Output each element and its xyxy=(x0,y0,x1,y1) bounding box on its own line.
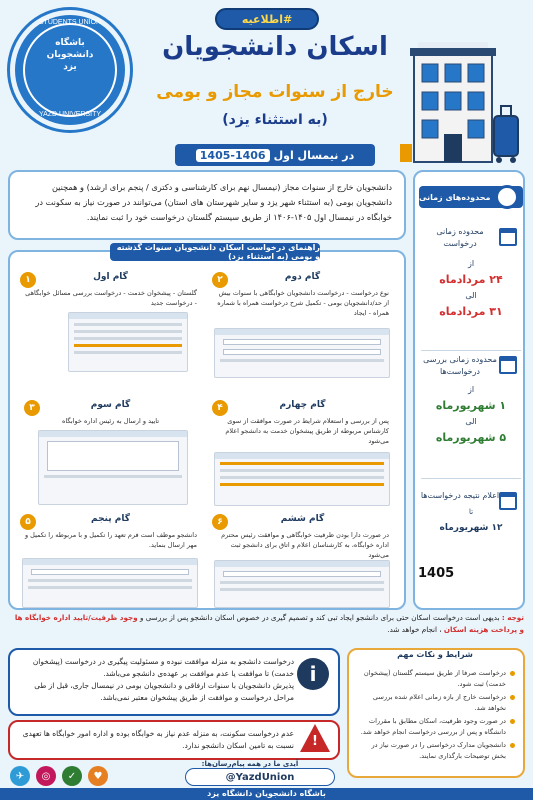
instagram-icon[interactable]: ◎ xyxy=(36,766,56,786)
step-4-number: ۴ xyxy=(212,400,228,416)
step-2-desc: نوع درخواست - درخواست دانشجویان خوابگاهی با سنوات بیش از حد/دانشجویان بومی - تکمیل شرح درخواست همراه با شماره همراه - ایجاد xyxy=(217,289,389,317)
semester-label: در نیمسال اول xyxy=(273,148,355,162)
important-notes-title: شرایط و نکات مهم xyxy=(397,650,473,659)
info-text-1: درخواست دانشجو به منزله موافقت نبوده و مسئولیت پیگیری در درخواست (پیشخوان خدمت) تا موافقت یا عدم موافقت بر عهده‌ی دانشجو می‌باشد. xyxy=(32,657,294,678)
logo-top-arc: STUDENTS UNION xyxy=(38,19,102,26)
step-3 xyxy=(18,400,203,505)
step-6-desc: در صورت دارا بودن ظرفیت خوابگاهی و موافقت رئیس محترم اداره خوابگاه، به کارشناسان اعلام و اتاق برای دانشجو ثبت می‌شود xyxy=(221,531,389,559)
announcement-badge: #اطلاعیه xyxy=(215,8,319,30)
info-box xyxy=(8,648,340,716)
step-4-desc: پس از بررسی و استعلام شرایط در صورت موافقت از سوی کارشناس مربوطه از طریق پیشخوان خدمت به دانشجو اعلام می‌شود xyxy=(225,417,389,445)
step-6 xyxy=(210,514,395,619)
footer-bar: باشگاه دانشجویان دانشگاه یزد xyxy=(0,788,533,800)
semester-year: 1405-1406 xyxy=(196,149,270,162)
semester-banner xyxy=(175,144,375,166)
step-3-screenshot xyxy=(38,430,188,505)
list-item: درخواست خارج از بازه زمانی اعلام شده بررسی نخواهد شد. xyxy=(355,692,515,714)
step-6-title: گام ششم xyxy=(280,514,325,524)
step-4-screenshot xyxy=(214,452,390,506)
request-period: محدوده زمانی درخواست از ۲۴ مردادماه الی ۳۱ مردادماه xyxy=(419,226,523,322)
step-5-desc: دانشجو موظف است فرم تعهد را تکمیل و با مربوطه را تکمیل و مهر ارسال بنماید. xyxy=(24,531,197,549)
follow-label: آیدی ما در همه پیام‌رسان‌ها: xyxy=(201,760,299,768)
result-announcement: اعلام نتیجه درخواست‌ها تا ۱۲ شهریورماه xyxy=(419,490,523,538)
step-3-number: ۳ xyxy=(24,400,40,416)
info-icon: i xyxy=(297,658,329,690)
step-6-screenshot xyxy=(214,560,390,608)
step-3-desc: تایید و ارسال به رئیس اداره خوابگاه xyxy=(61,417,160,425)
result-date: ۱۲ شهریورماه xyxy=(439,523,503,533)
list-item: درخواست صرفا از طریق سیستم گلستان (پیشخوان خدمت) ثبت شود. xyxy=(355,668,515,690)
step-2 xyxy=(210,272,395,377)
request-start-date: ۲۴ مردادماه xyxy=(439,273,503,286)
time-ranges-panel xyxy=(413,170,525,610)
warning-mark: ! xyxy=(312,734,318,749)
page-subtitle: خارج از سنوات مجاز و بومی xyxy=(156,82,394,102)
logo-bottom-arc: YAZD UNIVERSITY xyxy=(38,111,102,118)
important-notes xyxy=(347,648,525,778)
step-5 xyxy=(18,514,203,619)
request-guide xyxy=(8,243,406,610)
step-1-desc: گلستان - پیشخوان خدمت - درخواست بررسی مسائل خوابگاهی - درخواست جدید xyxy=(25,289,197,307)
time-ranges-title: محدوده‌های زمانی xyxy=(419,186,523,208)
logo-name: باشگاه دانشجویان یزد xyxy=(46,38,94,72)
warning-box: عدم درخواست سکونت، به منزله عدم نیاز به خوابگاه بوده و اداره امور خوابگاه ها تعهدی نسبت به تامین اسکان دانشجو ندارد. xyxy=(8,720,340,760)
review-end-date: ۵ شهریورماه xyxy=(435,431,507,444)
step-1 xyxy=(18,272,203,377)
eitaa-icon[interactable]: ♥ xyxy=(88,766,108,786)
review-start-date: ۱ شهریورماه xyxy=(435,399,507,412)
step-4 xyxy=(210,400,395,505)
list-item: در صورت وجود ظرفیت، اسکان مطابق با مقررات دانشگاه و پس از بررسی درخواست انجام خواهد شد. xyxy=(355,716,515,738)
step-1-number: ۱ xyxy=(20,272,36,288)
students-union-logo xyxy=(10,10,130,130)
page-title: اسکان دانشجویان xyxy=(162,32,388,62)
social-handle[interactable]: @YazdUnion xyxy=(185,768,335,786)
result-year: 1405 xyxy=(418,566,455,581)
step-2-title: گام دوم xyxy=(284,272,321,282)
request-end-date: ۳۱ مردادماه xyxy=(439,305,503,318)
step-1-title: گام اول xyxy=(93,272,128,282)
info-text-2: پذیرش دانشجویان با سنوات ارفاقی و دانشجویان بومی در نیمسال جاری، قبل از طی مراحل درخواست و موافقت از طریق پیشخوان معتبر نمی‌باشد. xyxy=(34,681,294,702)
page-subtitle-note: (به استثناء یزد) xyxy=(222,112,328,128)
step-2-number: ۲ xyxy=(212,272,228,288)
review-period: محدوده زمانی بررسی درخواست‌ها از ۱ شهریورماه الی ۵ شهریورماه xyxy=(419,354,523,448)
step-4-title: گام چهارم xyxy=(279,400,326,410)
intro-paragraph: دانشجویان خارج از سنوات مجاز (نیمسال نهم برای کارشناسی و دکتری / پنجم برای ارشد) و همچنین دانشجویان بومی (به استثناء شهر یزد و سایر شهرستان های استان) می‌توانند در صورت نیاز به سکونت در خوابگاه در نیمسال اول ۱۴۰۵-۱۴۰۶ از طریق سیستم گلستان درخواست خود را ثبت نمایند. xyxy=(8,170,406,240)
step-6-number: ۶ xyxy=(212,514,228,530)
dormitory-building-icon xyxy=(400,38,525,166)
step-5-number: ۵ xyxy=(20,514,36,530)
step-5-title: گام پنجم xyxy=(91,514,130,524)
step-3-title: گام سوم xyxy=(90,400,131,410)
telegram-icon[interactable]: ✈ xyxy=(10,766,30,786)
step-5-screenshot xyxy=(22,558,198,608)
clock-icon xyxy=(495,185,519,209)
notice-note: توجه : بدیهی است درخواست اسکان حتی برای دانشجو ایجاد تبی کند و تصمیم گیری در خصوص اسکان دانشجو پس از بررسی و وجود ظرفیت/تایید اداره خوابگاه ها و پرداخت هزینه اسکان ، انجام خواهد شد. xyxy=(14,613,524,634)
guide-title: راهنمای درخواست اسکان دانشجویان سنوات گذشته و بومی (به استثناء یزد) xyxy=(110,243,320,261)
bale-icon[interactable]: ✓ xyxy=(62,766,82,786)
step-2-screenshot xyxy=(214,328,390,378)
list-item: دانشجویان مدارک درخواستی را در صورت نیاز در بخش توضیحات بارگذاری نمایند. xyxy=(355,740,515,762)
step-1-screenshot xyxy=(68,312,188,372)
